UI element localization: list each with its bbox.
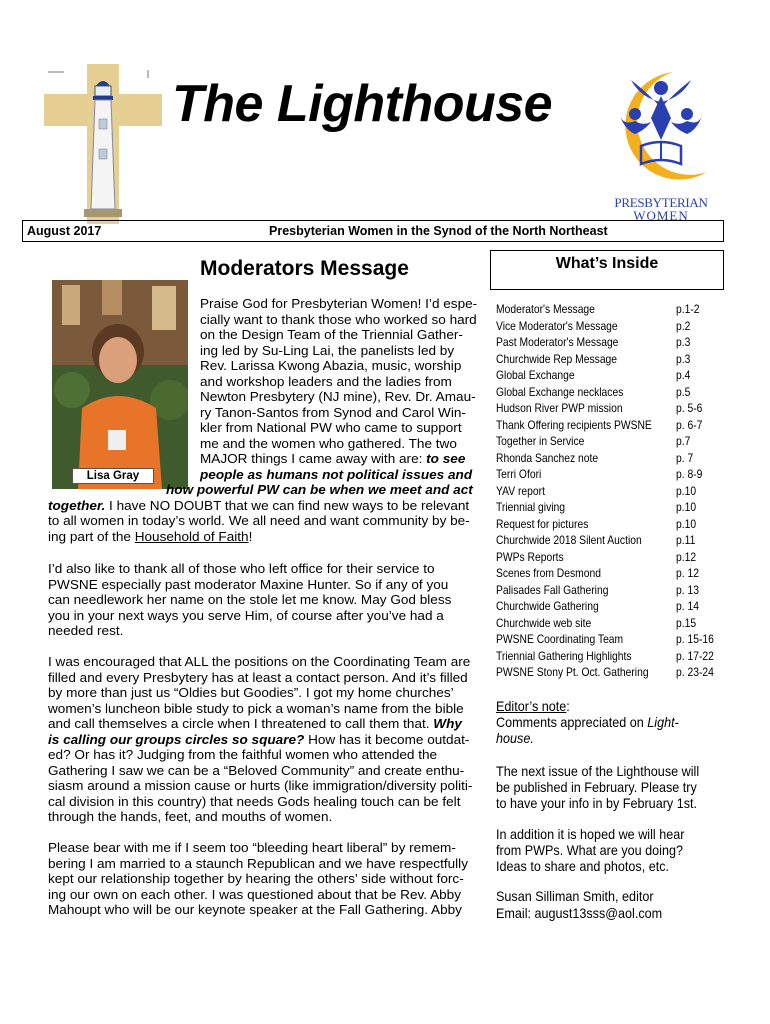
article-line (48, 654, 470, 670)
article-text-segment: can needlework her name on the stole let me know. May God bless (48, 592, 452, 607)
toc-item-label: Global Exchange (496, 368, 575, 382)
comments-text: Comments appreciated on (496, 714, 648, 730)
article-line (48, 840, 456, 856)
article-line (200, 389, 476, 405)
article-line (48, 701, 464, 717)
article-line (48, 577, 448, 593)
newsletter-title: The Lighthouse (172, 75, 553, 133)
toc-item-label: Thank Offering recipients PWSNE (496, 417, 652, 432)
article-line (48, 608, 444, 624)
hope-line: from PWPs. What are you doing? (496, 842, 683, 858)
toc-item-label: Past Moderator's Message (496, 335, 619, 349)
article-text-segment: Why (433, 716, 462, 731)
article-text-segment: ing our own on each other. I was questioned about that be Rev. Abby (48, 887, 462, 902)
article-line (48, 763, 464, 779)
article-text-segment: needed rest. (48, 623, 124, 638)
toc-item-page: p. 5-6 (676, 401, 703, 415)
article-line (200, 420, 462, 436)
lighthouse-cross-logo (44, 64, 162, 224)
article-text-segment: ry Tanon-Santos from Synod and Carol Win- (200, 405, 466, 420)
article-line (48, 809, 332, 825)
next-issue-line: to have your info in by February 1st. (496, 795, 698, 811)
article-text-segment: how powerful PW can be when we meet and act (166, 482, 473, 497)
toc-item-page: p.5 (676, 384, 691, 399)
article-text-segment: I have NO DOUBT that we can find new ways to be relevant (105, 498, 470, 513)
toc-item-page: p.10 (676, 483, 697, 498)
article-text-segment: ing part of the (48, 529, 135, 544)
article-line (48, 498, 469, 514)
article-text-segment: Newton Presbytery (NJ mine), Rev. Dr. Amau- (200, 389, 476, 404)
article-line (200, 312, 477, 328)
toc-item-page: p.4 (676, 368, 691, 382)
article-text-segment: How has it become outdat- (304, 732, 470, 747)
article-text-segment: together. (48, 498, 106, 513)
toc-item-page: p. 6-7 (676, 417, 703, 432)
toc-item-page: p.1-2 (676, 302, 700, 316)
toc-item-label: Scenes from Desmond (496, 566, 601, 580)
article-text-segment: you in your next ways you serve Him, of course after you’ve had a (48, 608, 444, 623)
article-line (48, 794, 460, 810)
comments-line-1 (496, 714, 679, 730)
toc-item-label: Moderator's Message (496, 302, 595, 316)
comments-line-2 (496, 730, 534, 746)
toc-item-page: p.3 (676, 335, 691, 349)
article-line (200, 327, 463, 343)
toc-item-label: YAV report (496, 483, 545, 498)
article-text-segment: siasm around a mission cause or hurts (like immigration/diversity politi- (48, 778, 473, 793)
article-text-segment: kept our relationship together by hearing the others’ side without forc- (48, 871, 464, 886)
article-line (48, 871, 464, 887)
editor-email: Email: august13sss@aol.com (496, 905, 663, 921)
article-text-segment: to all women in today’s world. We all need and want community by be- (48, 513, 470, 528)
article-text-segment: women’s luncheon bible study to pick a woman’s name from the bible (48, 701, 464, 716)
article-text-segment: cially want to thank those who worked so hard (200, 312, 477, 327)
article-line (48, 685, 454, 701)
article-line (200, 467, 472, 483)
article-line (48, 592, 451, 608)
article-line (48, 513, 470, 529)
hope-line: Ideas to share and photos, etc. (496, 858, 670, 874)
article-text-segment: me and the women who gathered. The two (200, 436, 457, 451)
comments-italic-2: house. (496, 730, 534, 746)
toc-item-label: Terri Ofori (496, 467, 542, 481)
toc-item-page: p. 14 (676, 599, 699, 613)
article-text-segment: MAJOR things I came away with are: (200, 451, 427, 466)
article-text-segment: bering I am married to a staunch Republican and we have respectfully (48, 856, 468, 871)
article-text-segment: ed? Or has it? Judging from the faithful women who attended the (48, 747, 438, 762)
article-text-segment: ! (248, 529, 253, 544)
toc-item-page: p.11 (676, 533, 696, 547)
article-text-segment: Household of Faith (134, 529, 249, 544)
toc-item-label: Global Exchange necklaces (496, 384, 624, 399)
article-line (48, 716, 462, 732)
toc-item-page: p.7 (676, 434, 691, 448)
pw-logo-line2: WOMEN (633, 208, 689, 223)
comments-italic-1: Light- (647, 714, 679, 730)
moderator-photo (52, 280, 188, 489)
toc-item-page: p. 7 (676, 450, 694, 465)
toc-item-page: p.10 (676, 500, 697, 514)
article-text-segment: kler from National PW who came to support (200, 420, 462, 435)
article-text-segment: and call themselves a circle when I threatened to call them that. (48, 716, 434, 731)
toc-item-label: Vice Moderator's Message (496, 318, 618, 333)
article-line (48, 561, 435, 577)
photo-caption: Lisa Gray (72, 468, 154, 484)
toc-item-page: p.10 (676, 516, 697, 531)
toc-item-label: PWSNE Stony Pt. Oct. Gathering (496, 665, 649, 679)
hope-line: In addition it is hoped we will hear (496, 826, 685, 842)
toc-item-page: p.12 (676, 549, 697, 564)
editors-note-heading (496, 698, 570, 714)
article-text-segment: is calling our groups circles so square? (48, 732, 305, 747)
article-text-segment: people as humans not political issues and (200, 467, 473, 482)
article-line (166, 482, 473, 498)
toc-item-label: Churchwide 2018 Silent Auction (496, 533, 642, 547)
article-text-segment: filled and every Presbytery has at least a contact person. And it’s filled (48, 670, 468, 685)
next-issue-line: The next issue of the Lighthouse will (496, 763, 700, 779)
toc-item-page: p.3 (676, 351, 691, 366)
article-text-segment: on the Design Team of the Triennial Gather- (200, 327, 463, 342)
article-line (200, 343, 454, 359)
article-text-segment: I’d also like to thank all of those who left office for their service to (48, 561, 435, 576)
article-line (48, 670, 468, 686)
toc-item-label: Request for pictures (496, 516, 589, 531)
toc-item-page: p. 15-16 (676, 632, 714, 646)
toc-item-label: Palisades Fall Gathering (496, 582, 609, 597)
article-text-segment: Please bear with me if I seem too “bleeding heart liberal” by remem- (48, 840, 456, 855)
article-text-segment: PWSNE especially past moderator Maxine Hunter. So if any of you (48, 577, 449, 592)
synod-line: Presbyterian Women in the Synod of the North Northeast (269, 224, 608, 238)
next-issue-line: be published in February. Please try (496, 779, 697, 795)
article-text-segment: Gathering I saw we can be a “Beloved Community” and create enthu- (48, 763, 465, 778)
whats-inside-title: What’s Inside (555, 255, 659, 272)
toc-item-label: Triennial giving (496, 500, 566, 514)
article-text-segment: Praise God for Presbyterian Women! I’d espe- (200, 296, 478, 311)
article-line (200, 436, 457, 452)
article-text-segment: I was encouraged that ALL the positions on the Coordinating Team are (48, 654, 471, 669)
editor-signature: Susan Silliman Smith, editor (496, 888, 654, 904)
article-line (48, 732, 469, 748)
toc-item-page: p. 8-9 (676, 467, 703, 481)
toc-item-page: p. 23-24 (676, 665, 714, 679)
article-line (48, 747, 437, 763)
article-text-segment: Mahoupt who will be our keynote speaker at the Fall Gathering. Abby (48, 902, 462, 917)
toc-item-label: Rhonda Sanchez note (496, 450, 599, 465)
toc-item-label: Churchwide Gathering (496, 599, 599, 613)
toc-item-label: Together in Service (496, 434, 585, 448)
toc-item-label: PWSNE Coordinating Team (496, 632, 624, 646)
whats-inside-box (490, 250, 724, 290)
issue-date: August 2017 (27, 224, 102, 238)
article-line (200, 296, 477, 312)
toc-item-label: Triennial Gathering Highlights (496, 648, 632, 663)
article-line (200, 451, 465, 467)
article-line (48, 529, 252, 545)
article-text-segment: through the hands, feet, and mouths of women. (48, 809, 333, 824)
article-line (48, 623, 123, 639)
presbyterian-women-logo (601, 68, 721, 223)
article-line (48, 887, 461, 903)
article-headline: Moderators Message (200, 257, 409, 280)
article-text-segment: and workshop leaders and the ladies from (200, 374, 452, 389)
pw-logo-line1: PRESBYTERIAN (614, 195, 708, 210)
toc-item-page: p.2 (676, 318, 691, 333)
article-text-segment: to see (426, 451, 466, 466)
article-line (200, 358, 461, 374)
toc-item-page: p. 12 (676, 566, 699, 580)
editors-note-colon: : (566, 698, 570, 714)
toc-item-label: Churchwide Rep Message (496, 351, 618, 366)
toc-item-label: Churchwide web site (496, 615, 592, 630)
article-text-segment: ing led by Su-Ling Lai, the panelists led by (200, 343, 455, 358)
article-line (200, 405, 466, 421)
article-text-segment: cal division in this country) that needs Gods healing touch can be felt (48, 794, 461, 809)
toc-item-page: p. 13 (676, 582, 699, 597)
article-line (48, 856, 468, 872)
toc-item-page: p. 17-22 (676, 648, 714, 663)
toc-item-label: Hudson River PWP mission (496, 401, 623, 415)
masthead-bar (22, 220, 724, 242)
toc-item-page: p.15 (676, 615, 697, 630)
article-text-segment: by more than just us “Oldies but Goodies”. I got my home churches’ (48, 685, 454, 700)
article-line (200, 374, 452, 390)
article-line (48, 778, 472, 794)
article-text-segment: Rev. Larissa Kwong Abazia, music, worship (200, 358, 462, 373)
article-line (48, 902, 462, 918)
toc-item-label: PWPs Reports (496, 549, 564, 564)
editors-note-label: Editor’s note (496, 698, 567, 714)
